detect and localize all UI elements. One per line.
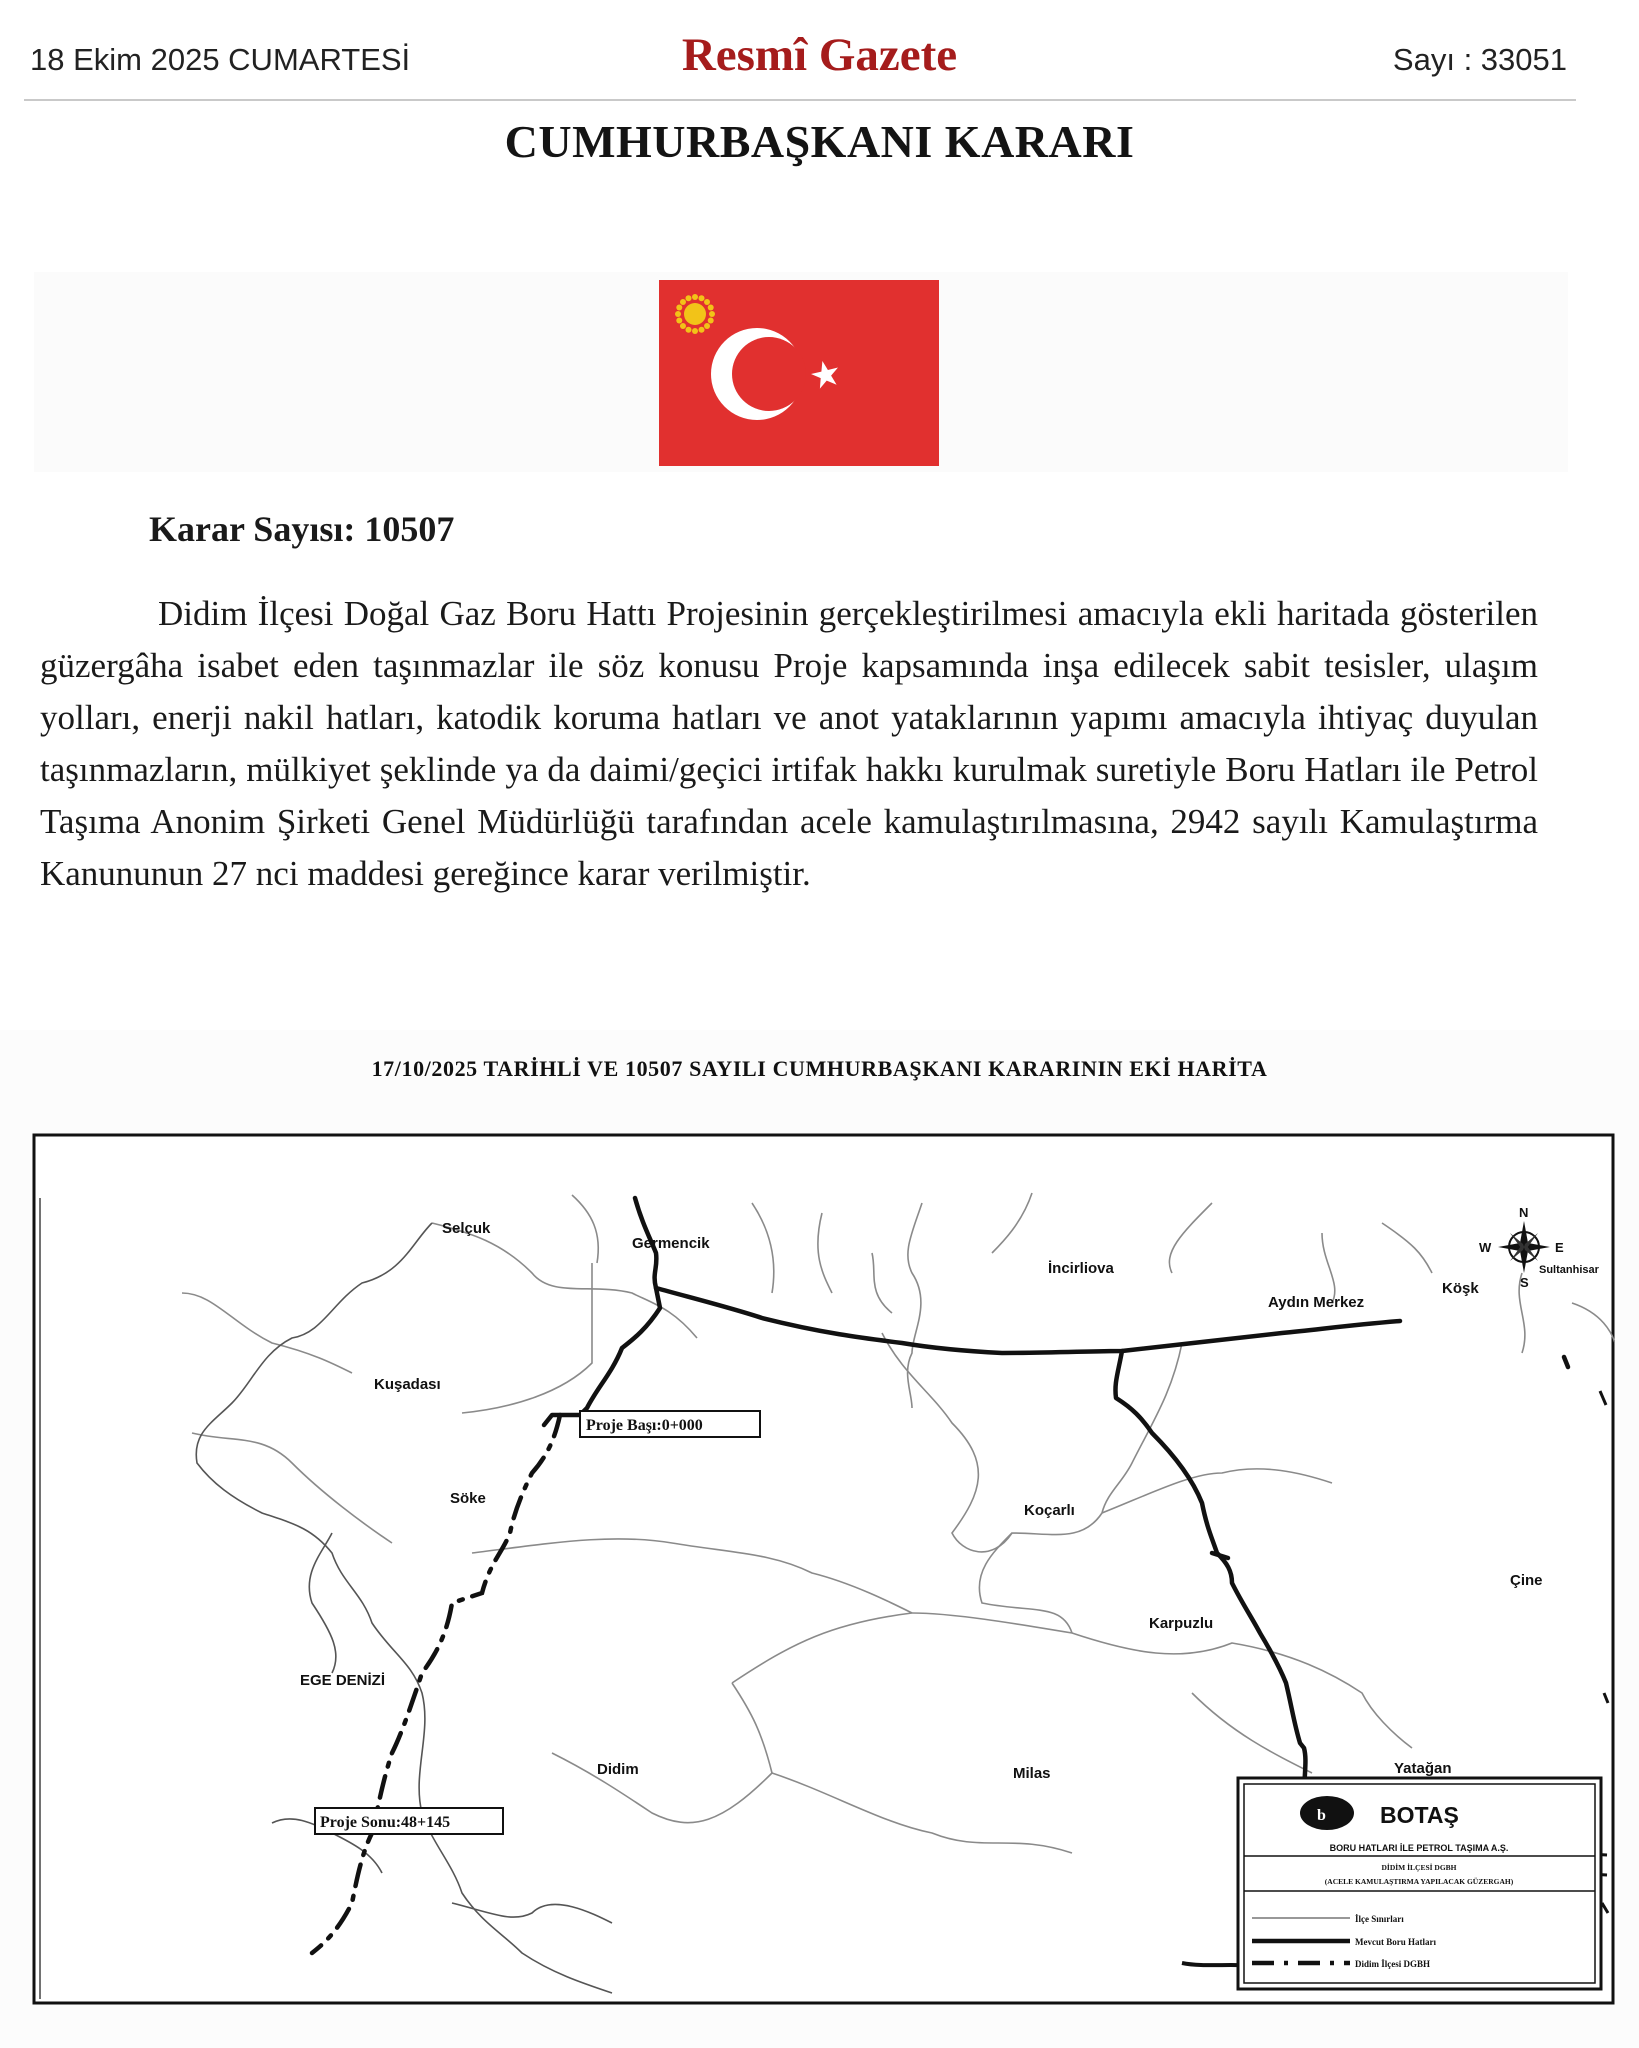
crest-star bbox=[708, 304, 714, 310]
legend-project-route: Didim İlçesi DGBH bbox=[1355, 1959, 1431, 1969]
crest-star bbox=[685, 295, 691, 301]
label-ege-denizi: EGE DENİZİ bbox=[300, 1672, 386, 1689]
project-start-label: Proje Başı:0+000 bbox=[586, 1417, 703, 1434]
crest-star bbox=[708, 318, 714, 324]
botas-logo-icon bbox=[1300, 1796, 1354, 1830]
gazette-date: 18 Ekim 2025 CUMARTESİ bbox=[30, 42, 411, 77]
legend-district-borders: İlçe Sınırları bbox=[1355, 1914, 1404, 1924]
label-selcuk: Selçuk bbox=[442, 1220, 491, 1237]
project-end-label: Proje Sonu:48+145 bbox=[320, 1814, 451, 1831]
header-divider bbox=[24, 99, 1576, 101]
compass-w: W bbox=[1479, 1240, 1492, 1255]
crest-star bbox=[709, 311, 715, 317]
legend-company-full: BORU HATLARI İLE PETROL TAŞIMA A.Ş. bbox=[1329, 1843, 1509, 1853]
label-kusadasi: Kuşadası bbox=[374, 1376, 441, 1393]
label-kosk: Köşk bbox=[1442, 1280, 1479, 1297]
label-germencik: Germencik bbox=[632, 1235, 710, 1252]
crest-star bbox=[680, 323, 686, 329]
crest-star bbox=[699, 295, 705, 301]
crest-star bbox=[699, 327, 705, 333]
label-yatagan: Yatağan bbox=[1394, 1760, 1452, 1777]
crest-star bbox=[675, 311, 681, 317]
label-sultanhisar: Sultanhisar bbox=[1539, 1264, 1599, 1276]
legend-company: BOTAŞ bbox=[1380, 1802, 1459, 1828]
gazette-title: Resmî Gazete bbox=[681, 29, 958, 81]
crest-star bbox=[704, 323, 710, 329]
decision-body: Didim İlçesi Doğal Gaz Boru Hattı Projesinin gerçekleştirilmesi amacıyla ekli haritada gösterilen güzergâha isabet eden taşınmazlar ile söz konusu Proje kapsamında inşa edilecek sabit tesisler, ulaşım yolları, enerji nakil hatları, katodik koruma hatları ve anot yataklarının yapımı amacıyla ihtiyaç duyulan taşınmazların, mülkiyet şeklinde ya da daimi/geçici irtifak hakkı kurulmak suretiyle Boru Hatları ile Petrol Taşıma Anonim Şirketi Genel Müdürlüğü tarafından acele kamulaştırılmasına, 2942 sayılı Kamulaştırma Kanununun 27 nci maddesi gereğince karar verilmiştir. bbox=[40, 594, 1538, 893]
crest-star bbox=[676, 318, 682, 324]
crest-star bbox=[704, 299, 710, 305]
route-map bbox=[32, 1133, 1615, 2005]
presidential-flag-icon bbox=[659, 280, 939, 466]
decision-number: Karar Sayısı: 10507 bbox=[149, 509, 455, 549]
compass-n: N bbox=[1519, 1205, 1529, 1220]
annex-title: 17/10/2025 TARİHLİ VE 10507 SAYILI CUMHURBAŞKANI KARARININ EKİ HARİTA bbox=[371, 1056, 1268, 1081]
document-title: CUMHURBAŞKANI KARARI bbox=[504, 116, 1135, 167]
gazette-issue-number: Sayı : 33051 bbox=[1392, 42, 1567, 77]
crest-star bbox=[680, 299, 686, 305]
crest-star bbox=[676, 304, 682, 310]
label-soke: Söke bbox=[450, 1490, 486, 1507]
compass-s: S bbox=[1520, 1275, 1529, 1290]
legend-existing-pipelines: Mevcut Boru Hatları bbox=[1355, 1937, 1436, 1947]
compass-e: E bbox=[1555, 1240, 1564, 1255]
map-legend bbox=[1238, 1778, 1601, 1989]
label-karpuzlu: Karpuzlu bbox=[1149, 1615, 1214, 1632]
crest-star bbox=[692, 328, 698, 334]
crest-star bbox=[685, 327, 691, 333]
label-cine: Çine bbox=[1510, 1572, 1543, 1589]
label-kocarli: Koçarlı bbox=[1024, 1502, 1075, 1519]
legend-subtitle-1: DİDİM İLÇESİ DGBH bbox=[1381, 1863, 1457, 1872]
svg-text:b: b bbox=[1317, 1807, 1326, 1824]
label-milas: Milas bbox=[1013, 1765, 1051, 1782]
label-incirliova: İncirliova bbox=[1048, 1260, 1114, 1277]
legend-subtitle-2: (ACELE KAMULAŞTIRMA YAPILACAK GÜZERGAH) bbox=[1324, 1877, 1514, 1886]
label-aydin-merkez: Aydın Merkez bbox=[1268, 1294, 1365, 1311]
crest-star bbox=[692, 294, 698, 300]
label-didim: Didim bbox=[597, 1761, 639, 1778]
